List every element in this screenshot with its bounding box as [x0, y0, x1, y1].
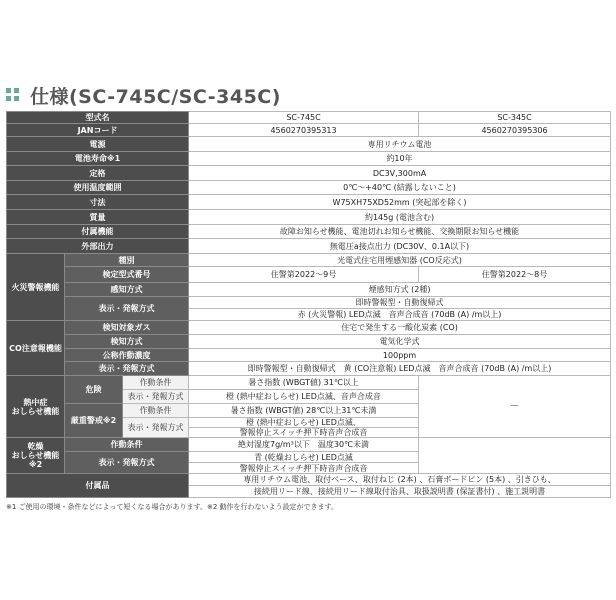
dry-alarm-line1: 青 (乾燥おしらせ) LED点滅 [189, 452, 419, 463]
row-value: 約145g (電池含む) [189, 210, 611, 225]
heat-caution-cond-label: 作動条件 [123, 404, 189, 418]
heat-danger-cond-label: 作動条件 [123, 376, 189, 390]
table-row [7, 283, 611, 297]
co-conc-label: 公称作動濃度 [65, 349, 189, 362]
accessories-line2: 接続用リード線、接続用リード線取付治具、取扱説明書 (保証書付) 、施工説明書 [189, 486, 611, 498]
heat-caution-alarm-line1: 橙 (熱中症おしらせ) LED点滅、 [189, 418, 419, 428]
fire-detect-label: 感知方式 [65, 283, 189, 297]
page-title: 仕様(SC-745C/SC-345C) [30, 85, 281, 108]
co-method-label: 検知方式 [65, 335, 189, 349]
row-value: 約10年 [189, 152, 611, 166]
table-row [7, 474, 611, 486]
co-gas-label: 検知対象ガス [65, 321, 189, 335]
row-label: 外部出力 [7, 239, 189, 254]
dry-cond-label: 作動条件 [65, 438, 189, 452]
row-label: 使用温度範囲 [7, 181, 189, 195]
dry-group-label [7, 438, 65, 474]
table-row [7, 195, 611, 210]
table-row [7, 349, 611, 362]
co-gas: 住宅で発生する一酸化炭素 (CO) [189, 321, 611, 335]
jan-sc745c: 4560270395313 [189, 124, 419, 137]
fire-cert-sc745c: 住警第2022～9号 [189, 267, 419, 283]
row-value: 0℃～+40℃ (結露しないこと) [189, 181, 611, 195]
row-label: 質量 [7, 210, 189, 225]
dry-alarm-line2: 警報停止スイッチ押下時音声合成音 [189, 463, 419, 474]
fire-alarm-line1: 即時警報型・自動復帰式 [189, 297, 611, 309]
table-row [7, 297, 611, 309]
model-sc745c: SC-745C [189, 112, 419, 124]
grid-squares-icon [6, 88, 20, 102]
heat-caution-label: 厳重警戒※2 [65, 404, 123, 438]
co-method: 電気化学式 [189, 335, 611, 349]
accessories-label: 付属品 [7, 474, 189, 498]
table-row [7, 181, 611, 195]
heat-caution-cond: 暑さ指数 (WBGT値) 28℃以上31℃未満 [189, 404, 419, 418]
heat-sc345c-dash: － [419, 376, 611, 438]
dry-group-line3: ※2 [28, 460, 43, 469]
row-value: 無電圧a接点出力 (DC30V、0.1A以下) [189, 239, 611, 254]
row-value: 専用リチウム電池 [189, 137, 611, 152]
co-conc: 100ppm [189, 349, 611, 362]
row-value: W75XH75XD52mm (突起部を除く) [189, 195, 611, 210]
table-row [7, 239, 611, 254]
jan-label: JANコード [7, 124, 189, 137]
heat-danger-alarm-label: 表示・発報方式 [123, 390, 189, 404]
fire-alarm-line2: 赤 (火災警報) LED点滅 音声合成音 (70dB (A) /m以上) [189, 309, 611, 321]
heat-group-line2: おしらせ機能 [11, 406, 60, 416]
section-header [6, 84, 281, 106]
footnote: ※1 ご使用の環境・条件などによって短くなる場合があります。※2 動作を行わないよう設定ができます。 [6, 503, 338, 511]
dry-group-line2: おしらせ機能 [11, 451, 60, 460]
model-sc345c: SC-345C [419, 112, 611, 124]
table-row [7, 335, 611, 349]
accessories-line1: 専用リチウム電池、取付ベース、取付ねじ (2本) 、石膏ボードピン (5本) 、引きひも、 [189, 474, 611, 486]
row-label: 電池寿命※1 [7, 152, 189, 166]
row-label: 電源 [7, 137, 189, 152]
row-label: 寸法 [7, 195, 189, 210]
heat-danger-cond: 暑さ指数 (WBGT値) 31℃以上 [189, 376, 419, 390]
heat-group-label [7, 376, 65, 438]
table-row [7, 210, 611, 225]
heat-caution-alarm-label: 表示・発報方式 [123, 418, 189, 438]
table-row [7, 137, 611, 152]
row-value: 故障お知らせ機能、電池切れお知らせ機能、交換期限お知らせ機能 [189, 225, 611, 239]
table-row [7, 124, 611, 137]
row-value: DC3V,300mA [189, 166, 611, 181]
table-row [7, 254, 611, 267]
table-row [7, 267, 611, 283]
fire-cert-sc345c: 住警第2022～8号 [419, 267, 611, 283]
co-group-label: CO注意報機能 [7, 321, 65, 376]
fire-alarm-label: 表示・発報方式 [65, 297, 189, 321]
dry-alarm-label: 表示・発報方式 [65, 452, 189, 474]
fire-cert-label: 検定型式番号 [65, 267, 189, 283]
co-alarm-label: 表示・発報方式 [65, 362, 189, 376]
co-alarm: 即時警報型・自動復帰式 黄 (CO注意報) LED点滅 音声合成音 (70dB (A) /m以上) [189, 362, 611, 376]
model-label: 型式名 [7, 112, 189, 124]
dry-group-line1: 乾燥 [27, 442, 44, 451]
heat-danger-label: 危険 [65, 376, 123, 404]
jan-sc345c: 4560270395306 [419, 124, 611, 137]
heat-danger-alarm: 橙 (熱中症おしらせ) LED点滅、音声合成音 [189, 390, 419, 404]
table-row [7, 438, 611, 452]
spec-table [6, 111, 611, 498]
table-row [7, 362, 611, 376]
dry-sc345c-empty [419, 438, 611, 474]
fire-kind-label: 種別 [65, 254, 189, 267]
heat-group-line1: 熱中症 [23, 397, 48, 407]
table-row [7, 166, 611, 181]
heat-caution-alarm-line2: 警報停止スイッチ押下時音声合成音 [189, 428, 419, 438]
table-row [7, 152, 611, 166]
row-label: 定格 [7, 166, 189, 181]
table-row [7, 376, 611, 390]
table-row [7, 321, 611, 335]
table-row [7, 225, 611, 239]
fire-detect: 煙感知方式 (2種) [189, 283, 611, 297]
row-label: 付属機能 [7, 225, 189, 239]
table-row [7, 112, 611, 124]
fire-kind: 光電式住宅用煙感知器 (CO反応式) [189, 254, 611, 267]
fire-group-label: 火災警報機能 [7, 254, 65, 321]
dry-cond: 絶対湿度7g/m³以下 温度30℃未満 [189, 438, 419, 452]
